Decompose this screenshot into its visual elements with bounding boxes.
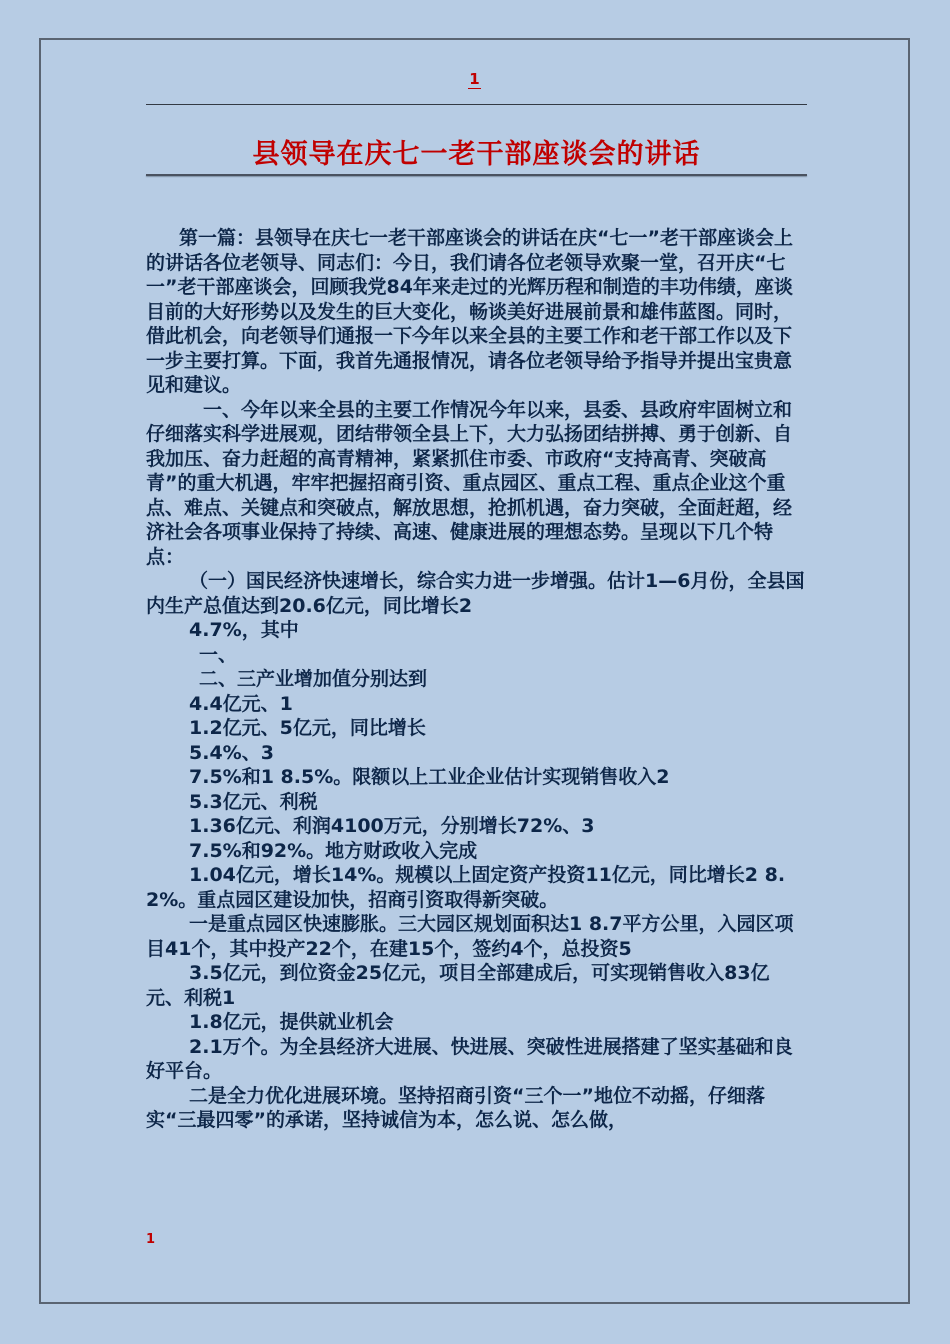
paragraph: （一）国民经济快速增长，综合实力进一步增强。估计1—6月份，全县国内生产总值达到20.6亿元，同比增长2	[146, 570, 805, 617]
paragraph: 1.36亿元、利润4100万元，分别增长72%、3	[189, 815, 595, 837]
paragraph: 3.5亿元，到位资金25亿元，项目全部建成后，可实现销售收入83亿元、利税1	[146, 962, 770, 1009]
paragraph: 第一篇：县领导在庆七一老干部座谈会的讲话在庆“七一”老干部座谈会上的讲话各位老领导、同志们：今日，我们请各位老领导欢聚一堂，召开庆“七一”老干部座谈会，回顾我党84年来走过的光辉历程和制造的丰功伟绩，座谈目前的大好形势以及发生的巨大变化，畅谈美好进展前景和雄伟蓝图。同时，借此机会，向老领导们通报一下今年以来全县的主要工作和老干部工作以及下一步主要打算。下面，我首先通报情况，请各位老领导给予指导并提出宝贵意见和建议。	[146, 227, 793, 396]
paragraph: 二、三产业增加值分别达到	[199, 668, 428, 690]
paragraph: 1.04亿元，增长14%。规模以上固定资产投资11亿元，同比增长2 8.2%。重点园区建设加快，招商引资取得新突破。	[146, 864, 786, 911]
title-rule	[146, 174, 807, 176]
header-page-number: 1	[469, 70, 480, 88]
paragraph: 2.1万个。为全县经济大进展、快进展、突破性进展搭建了坚实基础和良好平台。	[146, 1035, 793, 1082]
paragraph: 5.4%、3	[189, 741, 274, 764]
header-rule	[146, 104, 807, 105]
paragraph: 4.7%，其中	[189, 619, 299, 641]
paragraph: 5.3亿元、利税	[189, 790, 318, 813]
document-body	[146, 226, 807, 1133]
paragraph: 7.5%和92%。地方财政收入完成	[189, 839, 478, 862]
paragraph: 一、	[199, 643, 238, 666]
paragraph: 二是全力优化进展环境。坚持招商引资“三个一”地位不动摇，仔细落实“三最四零”的承诺，坚持诚信为本，怎么说、怎么做，	[146, 1084, 765, 1131]
paragraph: 一是重点园区快速膨胀。三大园区规划面积达1 8.7平方公里，入园区项目41个，其中投产22个，在建15个，签约4个，总投资5	[146, 913, 794, 960]
paragraph: 1.8亿元，提供就业机会	[189, 1011, 394, 1033]
footer-page-number: 1	[146, 1232, 156, 1247]
paragraph: 1.2亿元、5亿元，同比增长	[189, 717, 426, 739]
paragraph: 7.5%和1 8.5%。限额以上工业企业估计实现销售收入2	[189, 766, 670, 788]
document-page	[39, 38, 910, 1304]
paragraph: 4.4亿元、1	[189, 692, 293, 715]
document-title: 县领导在庆七一老干部座谈会的讲话	[252, 139, 701, 170]
paragraph: 一、今年以来全县的主要工作情况今年以来，县委、县政府牢固树立和仔细落实科学进展观，团结带领全县上下，大力弘扬团结拼搏、勇于创新、自我加压、奋力赶超的高青精神，紧紧抓住市委、市政府“支持高青、突破高青”的重大机遇，牢牢把握招商引资、重点园区、重点工程、重点企业这个重点、难点、关键点和突破点，解放思想，抢抓机遇，奋力突破，全面赶超，经济社会各项事业保持了持续、高速、健康进展的理想态势。呈现以下几个特点：	[146, 398, 793, 568]
